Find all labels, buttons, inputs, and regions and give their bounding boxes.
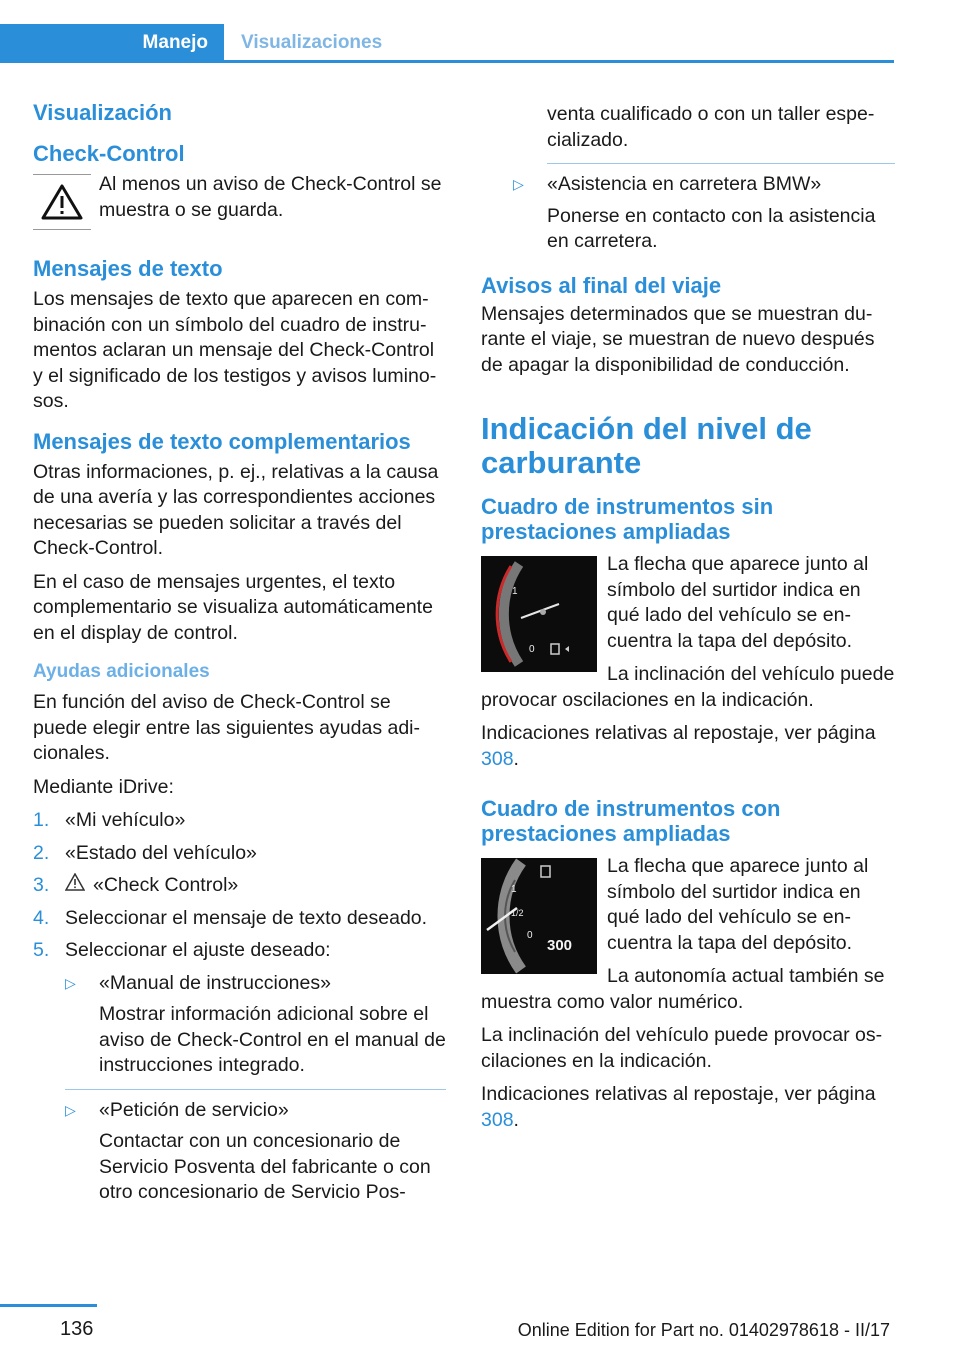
heading-check-control: Check-Control [33,141,185,166]
tab-manejo[interactable] [0,24,224,63]
list-item: 2. «Estado del vehículo» [33,841,257,864]
gauge-label-mid: 1/2 [511,908,524,918]
page-link-308[interactable]: 308 [481,747,514,770]
triangle-bullet-icon: ▷ [65,974,76,991]
range-readout: 300 [547,937,573,954]
basic-ref: Indicaciones relativas al repostaje, ver página 308. [481,722,876,770]
section-title-visualizacion: Visualización [33,100,172,125]
small-warning-icon [65,873,85,899]
heading-text-messages: Mensajes de texto [33,256,223,281]
heading-extended-cluster: Cuadro de instrumentos con prestaciones ampliadas [481,796,781,846]
edition-note: Online Edition for Part no. 01402978618 - II/17 [517,1320,890,1340]
text-messages-body: Los mensajes de texto que aparecen en combinación con un símbolo del cuadro de instrumentos aclaran un mensaje del Check-Control y el significado de los testigos y avisos luminosos. [33,288,437,412]
check-control-row [33,172,446,230]
heading-complementary-messages: Mensajes de texto complementarios [33,428,411,454]
gauge-label-bottom: 0 [529,644,535,655]
page-number: 136 [60,1318,94,1340]
left-column [33,100,446,1214]
tab-manejo-label: Manejo [142,32,208,53]
additional-help-body: En función del aviso de Check-Control se puede elegir entre las siguientes ayudas adicionales. [33,691,421,764]
page-link-308[interactable]: 308 [481,1108,514,1131]
list-item: 1. «Mi vehículo» [33,809,186,831]
options-list-continued [481,102,895,255]
basic-cluster-block [481,552,895,721]
tab-visualizaciones[interactable]: Visualizaciones [241,32,383,53]
list-item: 5. Seleccionar el ajuste deseado: [33,939,331,961]
extended-ref: Indicaciones relativas al repostaje, ver página 308. [481,1083,876,1131]
warning-triangle-icon [33,174,91,230]
triangle-bullet-icon: ▷ [65,1101,76,1118]
options-list [65,971,446,1206]
extended-text-3: La inclinación del vehículo puede provocar oscilaciones en la indicación. [481,1024,883,1072]
triangle-bullet-icon: ▷ [513,176,524,192]
end-of-trip-body: Mensajes determinados que se muestran durante el viaje, se muestran de nuevo después de apagar la disponibilidad de conducción. [481,302,875,376]
heading-fuel-level: Indicación del nivel de carburante [481,411,812,480]
extended-text-2: La autonomía actual también se muestra como valor numérico. [481,965,885,1013]
fuel-gauge-extended-image [481,858,597,974]
check-control-text: Al menos un aviso de Check-Control se muestra o se guarda. [99,173,442,221]
complementary-body-1: Otras informaciones, p. ej., relativas a la causa de una avería y las correspondientes acciones necesarias se pueden solicitar a través del Check-Control. [33,460,439,559]
list-item: 3. «Check Control» [33,873,446,899]
basic-text-1: La flecha que aparece junto al símbolo del surtidor indica en qué lado del vehículo se encuentra la tapa del depósito. [607,553,869,652]
gauge-label-top: 1 [512,586,518,597]
heading-basic-cluster: Cuadro de instrumentos sin prestaciones ampliadas [481,494,774,544]
basic-text-2: La inclinación del vehículo puede provocar oscilaciones en la indicación. [481,663,895,711]
extended-cluster-block [481,854,895,1023]
complementary-body-2: En el caso de mensajes urgentes, el texto complementario se visualiza automáticamente en el display de control. [33,570,433,644]
list-item: 4. Seleccionar el mensaje de texto deseado. [33,906,428,929]
option-service-continued: venta cualificado o con un taller especializado. [547,102,895,164]
right-column [481,102,895,1141]
gauge-label-top: 1 [511,884,517,895]
header-rule [0,60,894,63]
option-service: ▷ «Petición de servicio» Contactar con un concesionario de Servicio Posventa del fabricante o con otro concesionario de Servicio Pos- [65,1098,431,1203]
footer-rule [0,1304,97,1307]
fuel-gauge-image [481,556,597,672]
heading-end-of-trip: Avisos al final del viaje [481,272,722,298]
heading-additional-help: Ayudas adicionales [33,661,210,682]
option-roadside: ▷ «Asistencia en carretera BMW» Ponerse en contacto con la asistencia en carretera. [513,173,876,252]
steps-list [33,808,446,964]
extended-text-1: La flecha que aparece junto al símbolo del surtidor indica en qué lado del vehículo se encuentra la tapa del depósito. [607,855,869,954]
idrive-label: Mediante iDrive: [33,775,174,798]
gauge-label-bottom: 0 [527,930,533,941]
option-manual: ▷ «Manual de instrucciones» Mostrar información adicional sobre el aviso de Check-Control en el manual de instrucciones integrado. [65,971,446,1090]
